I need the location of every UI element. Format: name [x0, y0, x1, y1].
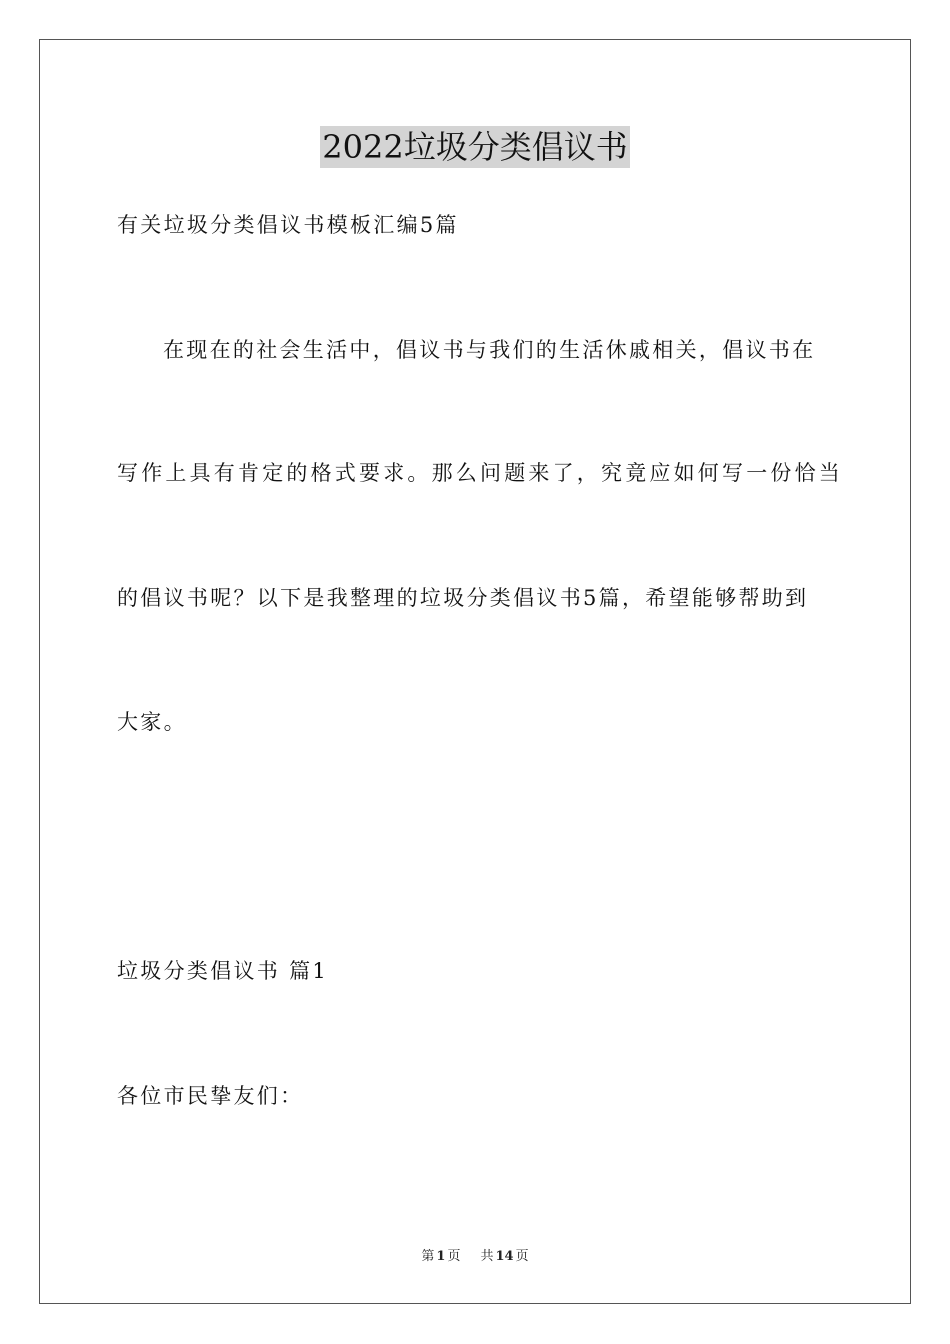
footer-total-pages: 14: [495, 1249, 514, 1264]
footer-page-suffix: 页: [447, 1249, 461, 1264]
intro-paragraph-line-3: 的倡议书呢？以下是我整理的垃圾分类倡议书5篇，希望能够帮助到: [117, 586, 809, 610]
footer-page-prefix: 第: [421, 1249, 435, 1264]
title-container: [0, 126, 950, 168]
intro-paragraph-line-4: 大家。: [117, 710, 187, 734]
page-footer: [0, 1249, 950, 1265]
document-subtitle: 有关垃圾分类倡议书模板汇编5篇: [117, 213, 459, 237]
intro-paragraph-line-1: 在现在的社会生活中，倡议书与我们的生活休戚相关，倡议书在: [163, 338, 816, 362]
intro-paragraph-line-2: 写作上具有肯定的格式要求。那么问题来了，究竟应如何写一份恰当: [117, 461, 843, 485]
footer-page-current: 1: [436, 1249, 446, 1264]
footer-total-suffix: 页: [515, 1249, 529, 1264]
footer-total-prefix: 共: [480, 1249, 494, 1264]
salutation: 各位市民挚友们：: [117, 1084, 304, 1108]
document-title: 2022垃圾分类倡议书: [322, 128, 628, 166]
section-heading: 垃圾分类倡议书 篇1: [117, 959, 329, 983]
